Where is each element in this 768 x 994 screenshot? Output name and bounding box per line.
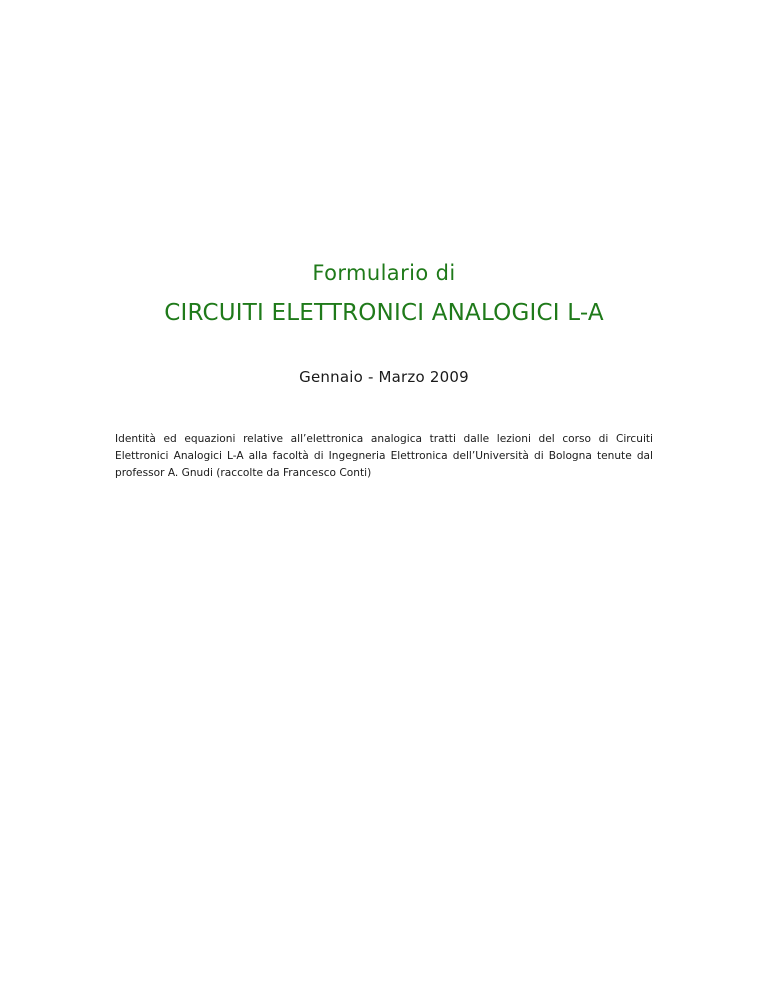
abstract-paragraph: Identità ed equazioni relative all’elettronica analogica tratti dalle lezioni del corso di Circuiti Elettronici Analogici L-A alla facoltà di Ingegneria Elettronica dell’Università di Bologna tenute dal professor A. Gnudi (raccolte da Francesco Conti) (115, 433, 653, 479)
date-range: Gennaio - Marzo 2009 (299, 368, 469, 386)
title-line-1: Formulario di (312, 261, 456, 285)
title-block (0, 258, 768, 330)
title-line-2: CIRCUITI ELETTRONICI ANALOGICI L-A (164, 300, 604, 326)
